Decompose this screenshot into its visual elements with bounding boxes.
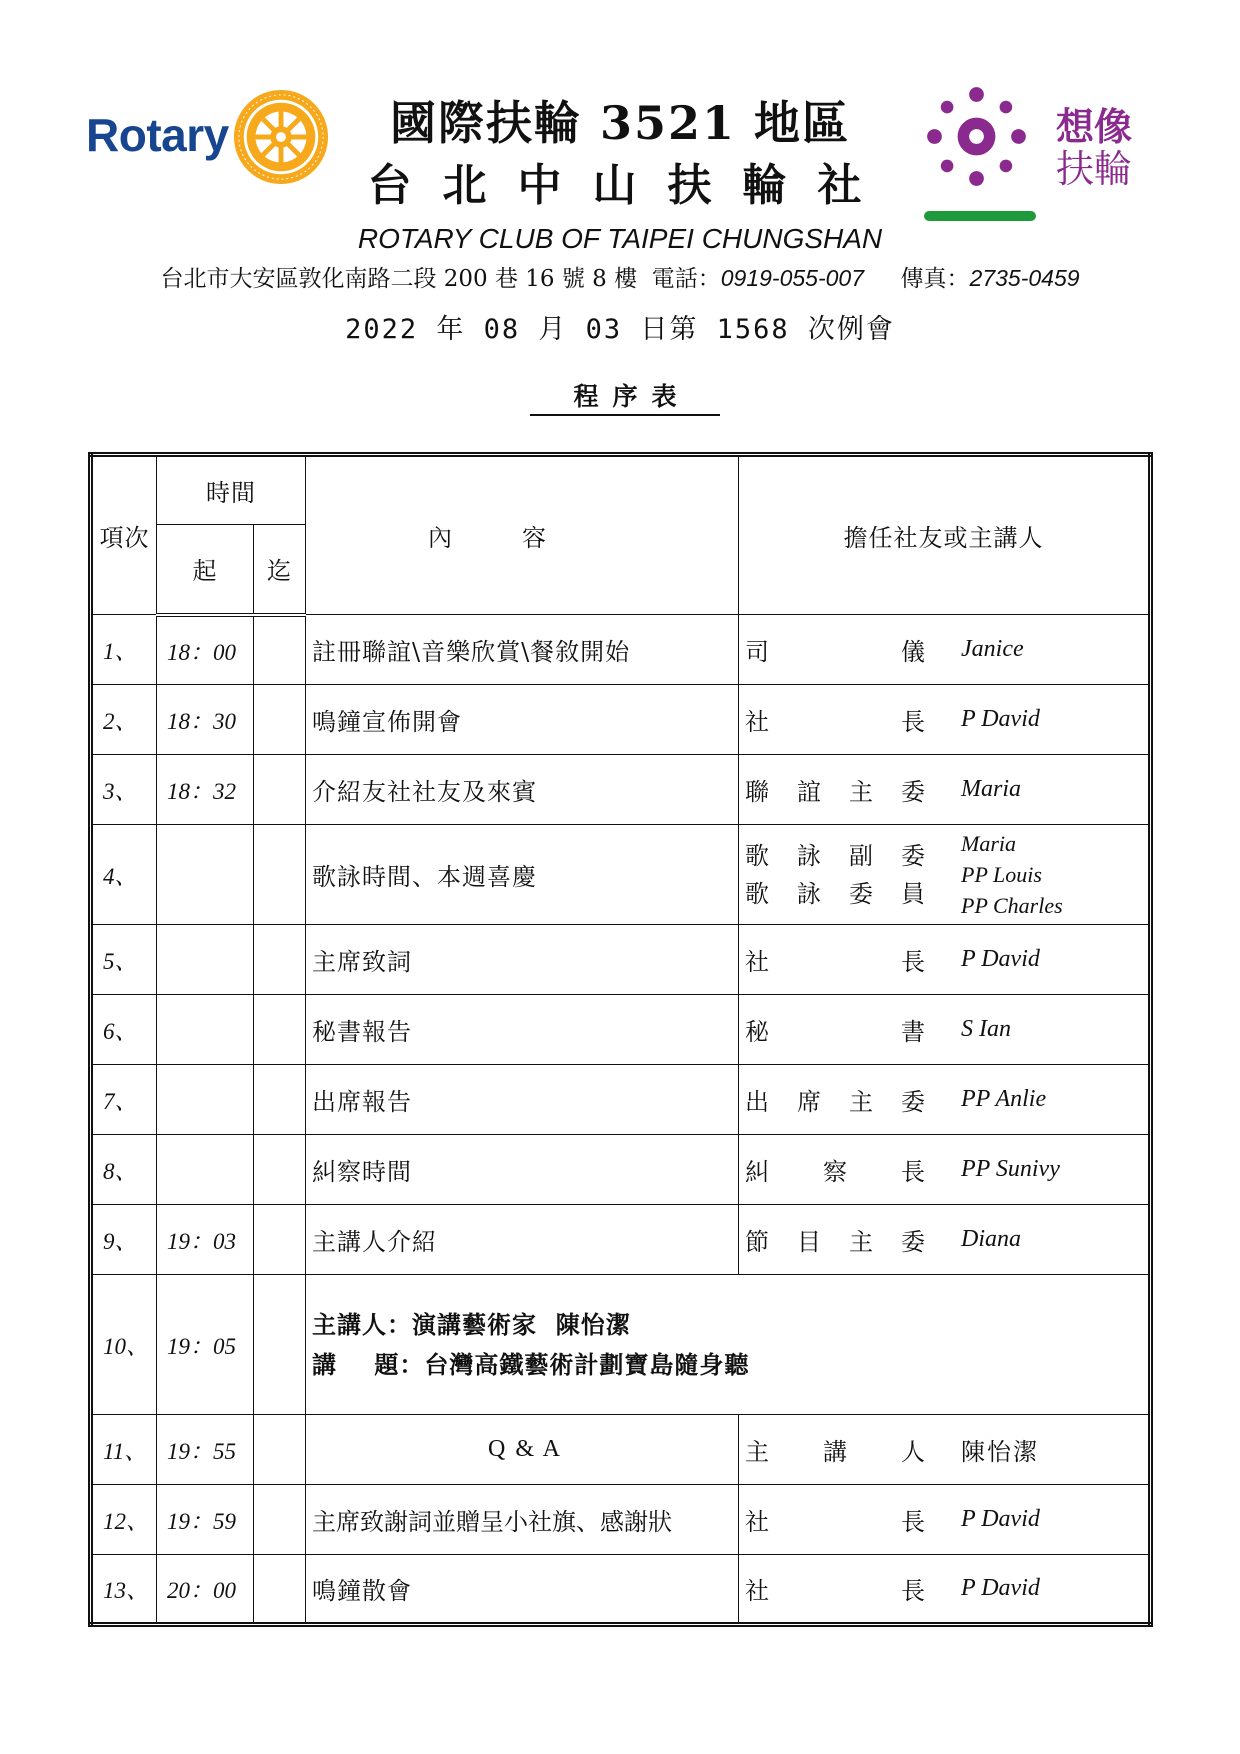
row-speaker — [306, 1275, 1151, 1415]
table-row — [91, 755, 1151, 825]
rotary-wordmark: Rotary — [86, 109, 229, 161]
row-name: PP Louis — [961, 862, 1042, 887]
club-address: 台北市大安區敦化南路二段 200 巷 16 號 8 樓 — [160, 266, 638, 292]
role-char: 儀 — [901, 638, 925, 666]
row-start: 19：05 — [157, 1275, 254, 1415]
topic-line: 講 題：台灣高鐵藝術計劃寶島隨身聽 — [312, 1349, 750, 1379]
row-item: 鳴鐘宣佈開會 — [306, 685, 739, 755]
table-row — [91, 995, 1151, 1065]
row-role — [745, 632, 925, 667]
speaker-line: 主講人：演講藝術家 陳怡潔 — [312, 1309, 631, 1339]
role-char: 主 — [849, 778, 873, 806]
imagine-rotary-icon — [924, 84, 1029, 189]
role-char: 社 — [745, 1577, 769, 1605]
role-char: 委 — [901, 778, 925, 806]
table-row — [91, 825, 1151, 925]
row-item: 註冊聯誼\音樂欣賞\餐敘開始 — [306, 615, 739, 685]
row-item: 出席報告 — [306, 1065, 739, 1135]
row-role — [745, 1012, 925, 1047]
role-char: 委 — [901, 1088, 925, 1116]
row-end — [254, 1555, 306, 1625]
role-char: 目 — [797, 1228, 821, 1256]
row-no: 1、 — [91, 615, 157, 685]
club-name: 台北中山扶輪社 — [367, 160, 893, 211]
theme-title-line1: 想像 — [1056, 105, 1133, 149]
table-row — [91, 1555, 1151, 1625]
role-char: 委 — [901, 1228, 925, 1256]
row-item: 主席致謝詞並贈呈小社旗、感謝狀 — [306, 1485, 739, 1555]
theme-title-line2: 扶輪 — [1056, 147, 1133, 191]
row-role — [745, 772, 925, 807]
theme-logo — [924, 84, 1144, 224]
row-person — [739, 1555, 1151, 1625]
row-person — [739, 825, 1151, 925]
table-row — [91, 1065, 1151, 1135]
row-role — [745, 837, 925, 875]
row-person — [739, 1135, 1151, 1205]
row-no: 12、 — [91, 1485, 157, 1555]
row-start — [157, 825, 254, 925]
schedule-table — [88, 452, 1153, 1627]
role-char: 委 — [901, 841, 925, 870]
row-role — [745, 1502, 925, 1537]
row-end — [254, 1275, 306, 1415]
role-char: 社 — [745, 708, 769, 736]
row-no: 7、 — [91, 1065, 157, 1135]
table-row — [91, 685, 1151, 755]
role-char: 席 — [797, 1088, 821, 1116]
header-person: 擔任社友或主講人 — [739, 455, 1151, 615]
row-item: 主席致詞 — [306, 925, 739, 995]
row-end — [254, 995, 306, 1065]
row-person — [739, 685, 1151, 755]
row-start: 20：00 — [157, 1555, 254, 1625]
row-start: 18：32 — [157, 755, 254, 825]
header-time: 時間 — [157, 455, 306, 525]
row-role — [745, 942, 925, 977]
row-role — [745, 1082, 925, 1117]
row-no: 10、 — [91, 1275, 157, 1415]
role-char: 出 — [745, 1088, 769, 1116]
row-no: 4、 — [91, 825, 157, 925]
row-end — [254, 925, 306, 995]
row-role — [745, 1571, 925, 1606]
row-start: 19：55 — [157, 1415, 254, 1485]
row-item: 主講人介紹 — [306, 1205, 739, 1275]
row-name: P David — [961, 1506, 1040, 1532]
row-name: P David — [961, 1575, 1040, 1601]
row-item: 秘書報告 — [306, 995, 739, 1065]
role-char: 長 — [901, 1577, 925, 1605]
role-char: 長 — [901, 708, 925, 736]
role-char: 社 — [745, 948, 769, 976]
row-item: 鳴鐘散會 — [306, 1555, 739, 1625]
row-no: 3、 — [91, 755, 157, 825]
role-char: 聯 — [745, 778, 769, 806]
table-row — [91, 925, 1151, 995]
row-no: 5、 — [91, 925, 157, 995]
role-char: 長 — [901, 1158, 925, 1186]
header-content: 內容 — [306, 455, 739, 615]
row-no: 8、 — [91, 1135, 157, 1205]
row-start — [157, 1065, 254, 1135]
row-name: PP Sunivy — [961, 1156, 1060, 1182]
club-name-en: ROTARY CLUB OF TAIPEI CHUNGSHAN — [357, 223, 883, 254]
row-name: Diana — [961, 1226, 1021, 1252]
role-char: 長 — [901, 1508, 925, 1536]
row-person — [739, 925, 1151, 995]
row-person — [739, 995, 1151, 1065]
row-no: 6、 — [91, 995, 157, 1065]
row-end — [254, 825, 306, 925]
row-person — [739, 615, 1151, 685]
row-name: PP Anlie — [961, 1086, 1047, 1112]
role-char: 長 — [901, 948, 925, 976]
table-row — [91, 1485, 1151, 1555]
role-char: 員 — [901, 879, 925, 908]
row-end — [254, 685, 306, 755]
row-names — [925, 828, 1063, 921]
row-end — [254, 1205, 306, 1275]
row-role — [745, 702, 925, 737]
row-item: 介紹友社社友及來賓 — [306, 755, 739, 825]
role-char: 主 — [849, 1228, 873, 1256]
row-name: Maria — [961, 831, 1016, 856]
fax-label: 傳真： — [900, 266, 970, 292]
phone-label: 電話： — [651, 266, 721, 292]
district-title: 國際扶輪 3521 地區 — [389, 96, 851, 150]
row-role — [745, 1432, 925, 1467]
row-no: 9、 — [91, 1205, 157, 1275]
club-contact — [40, 262, 1200, 295]
role-char: 節 — [745, 1228, 769, 1256]
header-start: 起 — [157, 525, 254, 615]
row-item: Q & A — [306, 1415, 739, 1485]
row-start: 18：00 — [157, 615, 254, 685]
role-char: 秘 — [745, 1018, 769, 1046]
row-item: 糾察時間 — [306, 1135, 739, 1205]
row-name: 陳怡潔 — [961, 1438, 1039, 1466]
row-role — [745, 1152, 925, 1187]
role-char: 察 — [823, 1158, 847, 1186]
row-roles — [745, 837, 925, 913]
role-char: 社 — [745, 1508, 769, 1536]
row-name: P David — [961, 706, 1040, 732]
row-person — [739, 1065, 1151, 1135]
role-char: 詠 — [797, 841, 821, 870]
row-role — [745, 875, 925, 913]
role-char: 歌 — [745, 841, 769, 870]
row-person — [739, 1485, 1151, 1555]
role-char: 人 — [901, 1438, 925, 1466]
role-char: 誼 — [797, 778, 821, 806]
program-title: 程序表 — [530, 380, 720, 416]
table-row — [91, 1275, 1151, 1415]
role-char: 書 — [901, 1018, 925, 1046]
role-char: 糾 — [745, 1158, 769, 1186]
row-name: PP Charles — [961, 893, 1063, 918]
table-row — [91, 1135, 1151, 1205]
row-start: 19：59 — [157, 1485, 254, 1555]
row-person — [739, 1415, 1151, 1485]
row-start: 18：30 — [157, 685, 254, 755]
role-char: 委 — [849, 879, 873, 908]
header-end: 迄 — [254, 525, 306, 615]
fax-number: 2735-0459 — [969, 265, 1080, 291]
row-end — [254, 755, 306, 825]
row-end — [254, 1065, 306, 1135]
row-end — [254, 1135, 306, 1205]
row-item: 歌詠時間、本週喜慶 — [306, 825, 739, 925]
row-start: 19：03 — [157, 1205, 254, 1275]
row-start — [157, 995, 254, 1065]
role-char: 主 — [745, 1438, 769, 1466]
row-name: Maria — [961, 776, 1021, 802]
phone-number: 0919-055-007 — [720, 265, 864, 291]
row-start — [157, 1135, 254, 1205]
table-row — [91, 1205, 1151, 1275]
row-start — [157, 925, 254, 995]
row-name: P David — [961, 946, 1040, 972]
row-end — [254, 1485, 306, 1555]
row-end — [254, 1415, 306, 1485]
theme-underline — [924, 211, 1036, 221]
header-no: 項次 — [91, 455, 157, 615]
row-name: Janice — [961, 636, 1024, 662]
role-char: 司 — [745, 638, 769, 666]
row-no: 2、 — [91, 685, 157, 755]
table-row — [91, 1415, 1151, 1485]
role-char: 詠 — [797, 879, 821, 908]
row-role — [745, 1222, 925, 1257]
meeting-line: 2022 年 08 月 03 日第 1568 次例會 — [345, 314, 895, 345]
table-row — [91, 615, 1151, 685]
row-name: S Ian — [961, 1016, 1011, 1042]
row-person — [739, 755, 1151, 825]
role-char: 歌 — [745, 879, 769, 908]
row-no: 11、 — [91, 1415, 157, 1485]
rotary-logo — [86, 88, 336, 188]
role-char: 主 — [849, 1088, 873, 1116]
row-person — [739, 1205, 1151, 1275]
header-row-top — [91, 455, 1151, 525]
row-end — [254, 615, 306, 685]
rotary-wheel-icon — [232, 88, 330, 186]
role-char: 講 — [823, 1438, 847, 1466]
role-char: 副 — [849, 841, 873, 870]
row-no: 13、 — [91, 1555, 157, 1625]
